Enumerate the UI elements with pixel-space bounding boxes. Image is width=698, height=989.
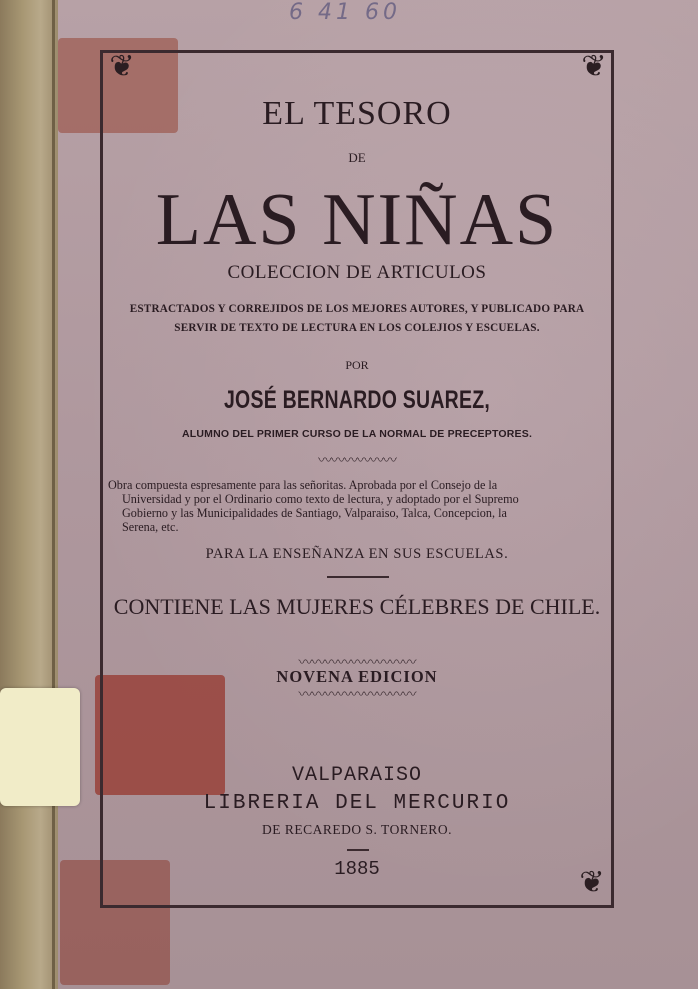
edition-label: NOVENA EDICION [276, 667, 438, 686]
binding-edge [52, 0, 55, 989]
description-line: ESTRACTADOS Y CORREJIDOS DE LOS MEJORES AUTORES, Y PUBLICADO PARA [129, 303, 585, 315]
author-role: ALUMNO DEL PRIMER CURSO DE LA NORMAL DE PRECEPTORES. [181, 428, 533, 440]
title-main: LAS NIÑAS [155, 179, 559, 261]
note-line: Gobierno y las Municipalidades de Santiago, Valparaiso, Talca, Concepcion, la [122, 506, 507, 520]
title-connector: DE [348, 150, 366, 165]
note-line: Serena, etc. [122, 520, 179, 534]
library-label-sticker [0, 688, 80, 806]
corner-ornament-icon: ❦ [109, 49, 135, 84]
teaching-purpose: PARA LA ENSEÑANZA EN SUS ESCUELAS. [205, 546, 509, 562]
publisher-name: LIBRERIA DEL MERCURIO [203, 792, 511, 815]
description-line: SERVIR DE TEXTO DE LECTURA EN LOS COLEJIOS Y ESCUELAS. [174, 322, 540, 334]
wavy-divider-icon: 〰〰〰〰〰〰 [318, 453, 396, 469]
divider-rule [327, 576, 389, 578]
binding-spine [0, 0, 58, 989]
contents-note: CONTIENE LAS MUJERES CÉLEBRES DE CHILE. [113, 594, 601, 619]
approval-note [108, 478, 608, 534]
author-name: JOSÉ BERNARDO SUAREZ, [223, 386, 491, 414]
subtitle: COLECCION DE ARTICULOS [227, 262, 487, 283]
corner-ornament-icon: ❦ [579, 865, 605, 900]
wavy-divider-icon: 〰〰〰〰〰〰〰〰〰 [298, 687, 416, 703]
corner-ornament-icon: ❦ [581, 49, 607, 84]
handwritten-note: 6 41 60 [289, 0, 401, 25]
by-label: POR [345, 358, 369, 372]
title-upper: EL TESORO [262, 95, 452, 132]
note-line: Obra compuesta espresamente para las señoritas. Aprobada por el Consejo de la [108, 478, 498, 492]
divider-rule [347, 849, 369, 851]
wavy-divider-icon: 〰〰〰〰〰〰〰〰〰 [298, 655, 416, 671]
note-line: Universidad y por el Ordinario como texto de lectura, y adoptado por el Supremo [122, 492, 519, 506]
printer-name: DE RECAREDO S. TORNERO. [262, 822, 452, 837]
publication-city: VALPARAISO [291, 764, 423, 787]
publication-year: 1885 [334, 858, 380, 880]
